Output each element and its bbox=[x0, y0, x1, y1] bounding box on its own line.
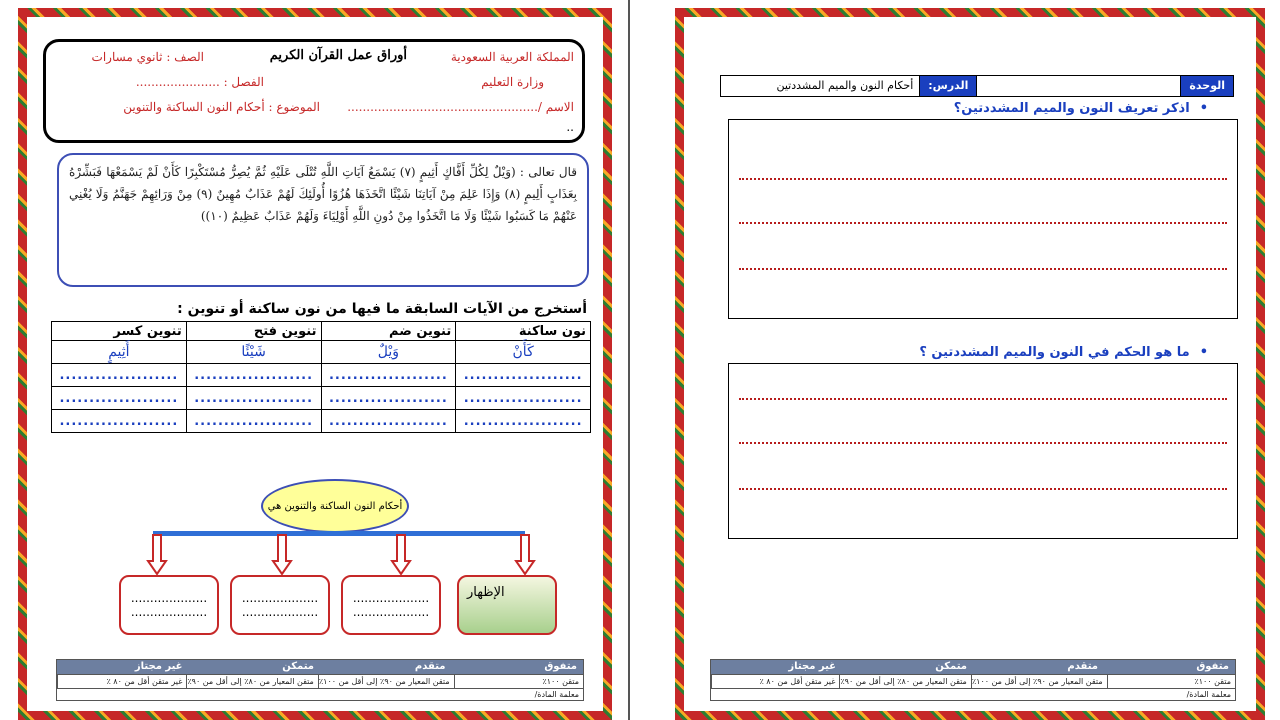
diagram-box-izhar bbox=[457, 575, 557, 635]
answer-line bbox=[739, 268, 1227, 270]
box-dots: .................... bbox=[130, 591, 208, 605]
box-dots: .................... bbox=[352, 591, 430, 605]
worksheet-page-left bbox=[18, 8, 612, 720]
box-dots: .................... bbox=[130, 605, 208, 619]
example-cell: أَثِيمٍ bbox=[52, 341, 187, 364]
page-gap bbox=[628, 0, 630, 720]
down-arrow-icon bbox=[147, 535, 167, 575]
answer-line bbox=[739, 488, 1227, 490]
level-label: متفوق bbox=[1196, 661, 1229, 672]
answer-cell[interactable]: .................... bbox=[321, 410, 456, 433]
bullet-icon: • bbox=[1199, 101, 1208, 116]
answer-box-2[interactable] bbox=[728, 363, 1238, 539]
answer-cell[interactable]: .................... bbox=[186, 410, 321, 433]
unit-value[interactable] bbox=[976, 76, 1181, 96]
level-label: غير مجتاز bbox=[788, 661, 836, 672]
extract-table bbox=[51, 321, 591, 433]
teacher-label: معلمة المادة/ bbox=[57, 688, 583, 700]
ministry-label: وزارة التعليم bbox=[481, 75, 544, 89]
down-arrow-icon bbox=[515, 535, 535, 575]
col-header: تنوين فتح bbox=[186, 322, 321, 341]
answer-box-1[interactable] bbox=[728, 119, 1238, 319]
box-dots: .................... bbox=[352, 605, 430, 619]
answer-line bbox=[739, 178, 1227, 180]
extract-title: أستخرج من الآيات السابقة ما فيها من نون ساكنة أو تنوين : bbox=[177, 301, 587, 317]
level-label: متمكن bbox=[935, 661, 967, 672]
name-field[interactable]: الاسم /.................................................. bbox=[347, 100, 574, 114]
question-1-text: اذكر تعريف النون والميم المشددتين؟ bbox=[953, 101, 1190, 116]
question-2-text: ما هو الحكم في النون والميم المشددتين ؟ bbox=[919, 345, 1190, 360]
diagram-box-blank[interactable] bbox=[341, 575, 441, 635]
diagram-box-blank[interactable] bbox=[119, 575, 219, 635]
criterion-checkbox[interactable]: غير متقن أقل من ٨٠ ٪ bbox=[57, 675, 186, 688]
answer-cell[interactable]: .................... bbox=[52, 410, 187, 433]
level-label: متقدم bbox=[1067, 661, 1098, 672]
diagram-box-label: الإظهار bbox=[467, 585, 505, 600]
criterion-checkbox[interactable]: متقن ١٠٠٪ bbox=[454, 675, 583, 688]
criterion-checkbox[interactable]: متقن المعيار من ٩٠٪ إلى أقل من ١٠٠٪ bbox=[971, 675, 1107, 688]
table-row bbox=[52, 410, 591, 433]
answer-cell[interactable]: .................... bbox=[456, 387, 591, 410]
answer-cell[interactable]: .................... bbox=[456, 410, 591, 433]
question-2 bbox=[919, 345, 1208, 360]
level-label: متفوق bbox=[544, 661, 577, 672]
sheet-title: أوراق عمل القرآن الكريم bbox=[269, 48, 407, 63]
rating-bar bbox=[56, 659, 584, 701]
answer-line bbox=[739, 398, 1227, 400]
example-cell: شَيْئًا bbox=[186, 341, 321, 364]
table-header-row bbox=[52, 322, 591, 341]
level-label: متمكن bbox=[282, 661, 314, 672]
criterion-checkbox[interactable]: غير متقن أقل من ٨٠ ٪ bbox=[711, 675, 839, 688]
answer-cell[interactable]: .................... bbox=[52, 364, 187, 387]
diagram-connector-line bbox=[153, 531, 525, 536]
term-label: الفصل : ...................... bbox=[135, 75, 264, 89]
question-1 bbox=[954, 101, 1208, 116]
answer-line bbox=[739, 222, 1227, 224]
col-header: تنوين ضم bbox=[321, 322, 456, 341]
box-dots: .................... bbox=[241, 591, 319, 605]
diagram-center-ellipse: أحكام النون الساكنة والتنوين هي bbox=[261, 479, 409, 533]
unit-label: الوحدة bbox=[1181, 76, 1233, 96]
level-label: متقدم bbox=[414, 661, 446, 672]
answer-cell[interactable]: .................... bbox=[321, 364, 456, 387]
kingdom-label: المملكة العربية السعودية bbox=[450, 50, 574, 64]
header-extra: .. bbox=[566, 120, 574, 134]
lesson-value: أحكام النون والميم المشددتين bbox=[721, 76, 920, 96]
answer-cell[interactable]: .................... bbox=[52, 387, 187, 410]
example-cell: وَيْلٌ bbox=[321, 341, 456, 364]
col-header: تنوين كسر bbox=[52, 322, 187, 341]
grade-label: الصف : ثانوي مسارات bbox=[91, 50, 204, 64]
answer-cell[interactable]: .................... bbox=[321, 387, 456, 410]
table-row bbox=[52, 341, 591, 364]
bullet-icon: • bbox=[1199, 345, 1208, 360]
example-cell: كَأَنْ bbox=[456, 341, 591, 364]
answer-line bbox=[739, 442, 1227, 444]
rating-bar bbox=[710, 659, 1236, 701]
unit-lesson-bar bbox=[720, 75, 1234, 97]
header-box bbox=[43, 39, 585, 143]
criterion-checkbox[interactable]: متقن المعيار من ٩٠٪ إلى أقل من ١٠٠٪ bbox=[318, 675, 454, 688]
answer-cell[interactable]: .................... bbox=[186, 364, 321, 387]
answer-cell[interactable]: .................... bbox=[456, 364, 591, 387]
criterion-checkbox[interactable]: متقن المعيار من ٨٠٪ إلى أقل من ٩٠٪ bbox=[186, 675, 317, 688]
box-dots: .................... bbox=[241, 605, 319, 619]
table-row bbox=[52, 364, 591, 387]
down-arrow-icon bbox=[272, 535, 292, 575]
lesson-label: الدرس: bbox=[920, 76, 976, 96]
diagram-box-blank[interactable] bbox=[230, 575, 330, 635]
col-header: نون ساكنة bbox=[456, 322, 591, 341]
level-label: غير مجتاز bbox=[134, 661, 183, 672]
worksheet-page-right bbox=[675, 8, 1265, 720]
answer-cell[interactable]: .................... bbox=[186, 387, 321, 410]
topic-label: الموضوع : أحكام النون الساكنة والتنوين bbox=[123, 100, 320, 114]
criterion-checkbox[interactable]: متقن المعيار من ٨٠٪ إلى أقل من ٩٠٪ bbox=[839, 675, 970, 688]
criterion-checkbox[interactable]: متقن ١٠٠٪ bbox=[1107, 675, 1235, 688]
table-row bbox=[52, 387, 591, 410]
verse-box: قال تعالى : (وَيْلٌ لِكُلِّ أَفَّاكٍ أَثِيمٍ (٧) يَسْمَعُ آيَاتِ اللَّهِ تُتْلَى عَلَيْهِ ثُمَّ يُصِرُّ مُسْتَكْبِرًا كَأَنْ لَمْ يَسْمَعْهَا فَبَشِّرْهُ بِعَذَابٍ أَلِيمٍ (٨) وَإِذَا عَلِمَ مِنْ آيَاتِنَا شَيْئًا اتَّخَذَهَا هُزُوًا أُولَئِكَ لَهُمْ عَذَابٌ مُهِينٌ (٩) مِنْ وَرَائِهِمْ جَهَنَّمُ وَلَا يُغْنِي عَنْهُمْ مَا كَسَبُوا شَيْئًا وَلَا مَا اتَّخَذُوا مِنْ دُونِ اللَّهِ أَوْلِيَاءَ وَلَهُمْ عَذَابٌ عَظِيمٌ (١٠)) bbox=[57, 153, 589, 287]
teacher-label: معلمة المادة/ bbox=[711, 688, 1235, 700]
down-arrow-icon bbox=[391, 535, 411, 575]
